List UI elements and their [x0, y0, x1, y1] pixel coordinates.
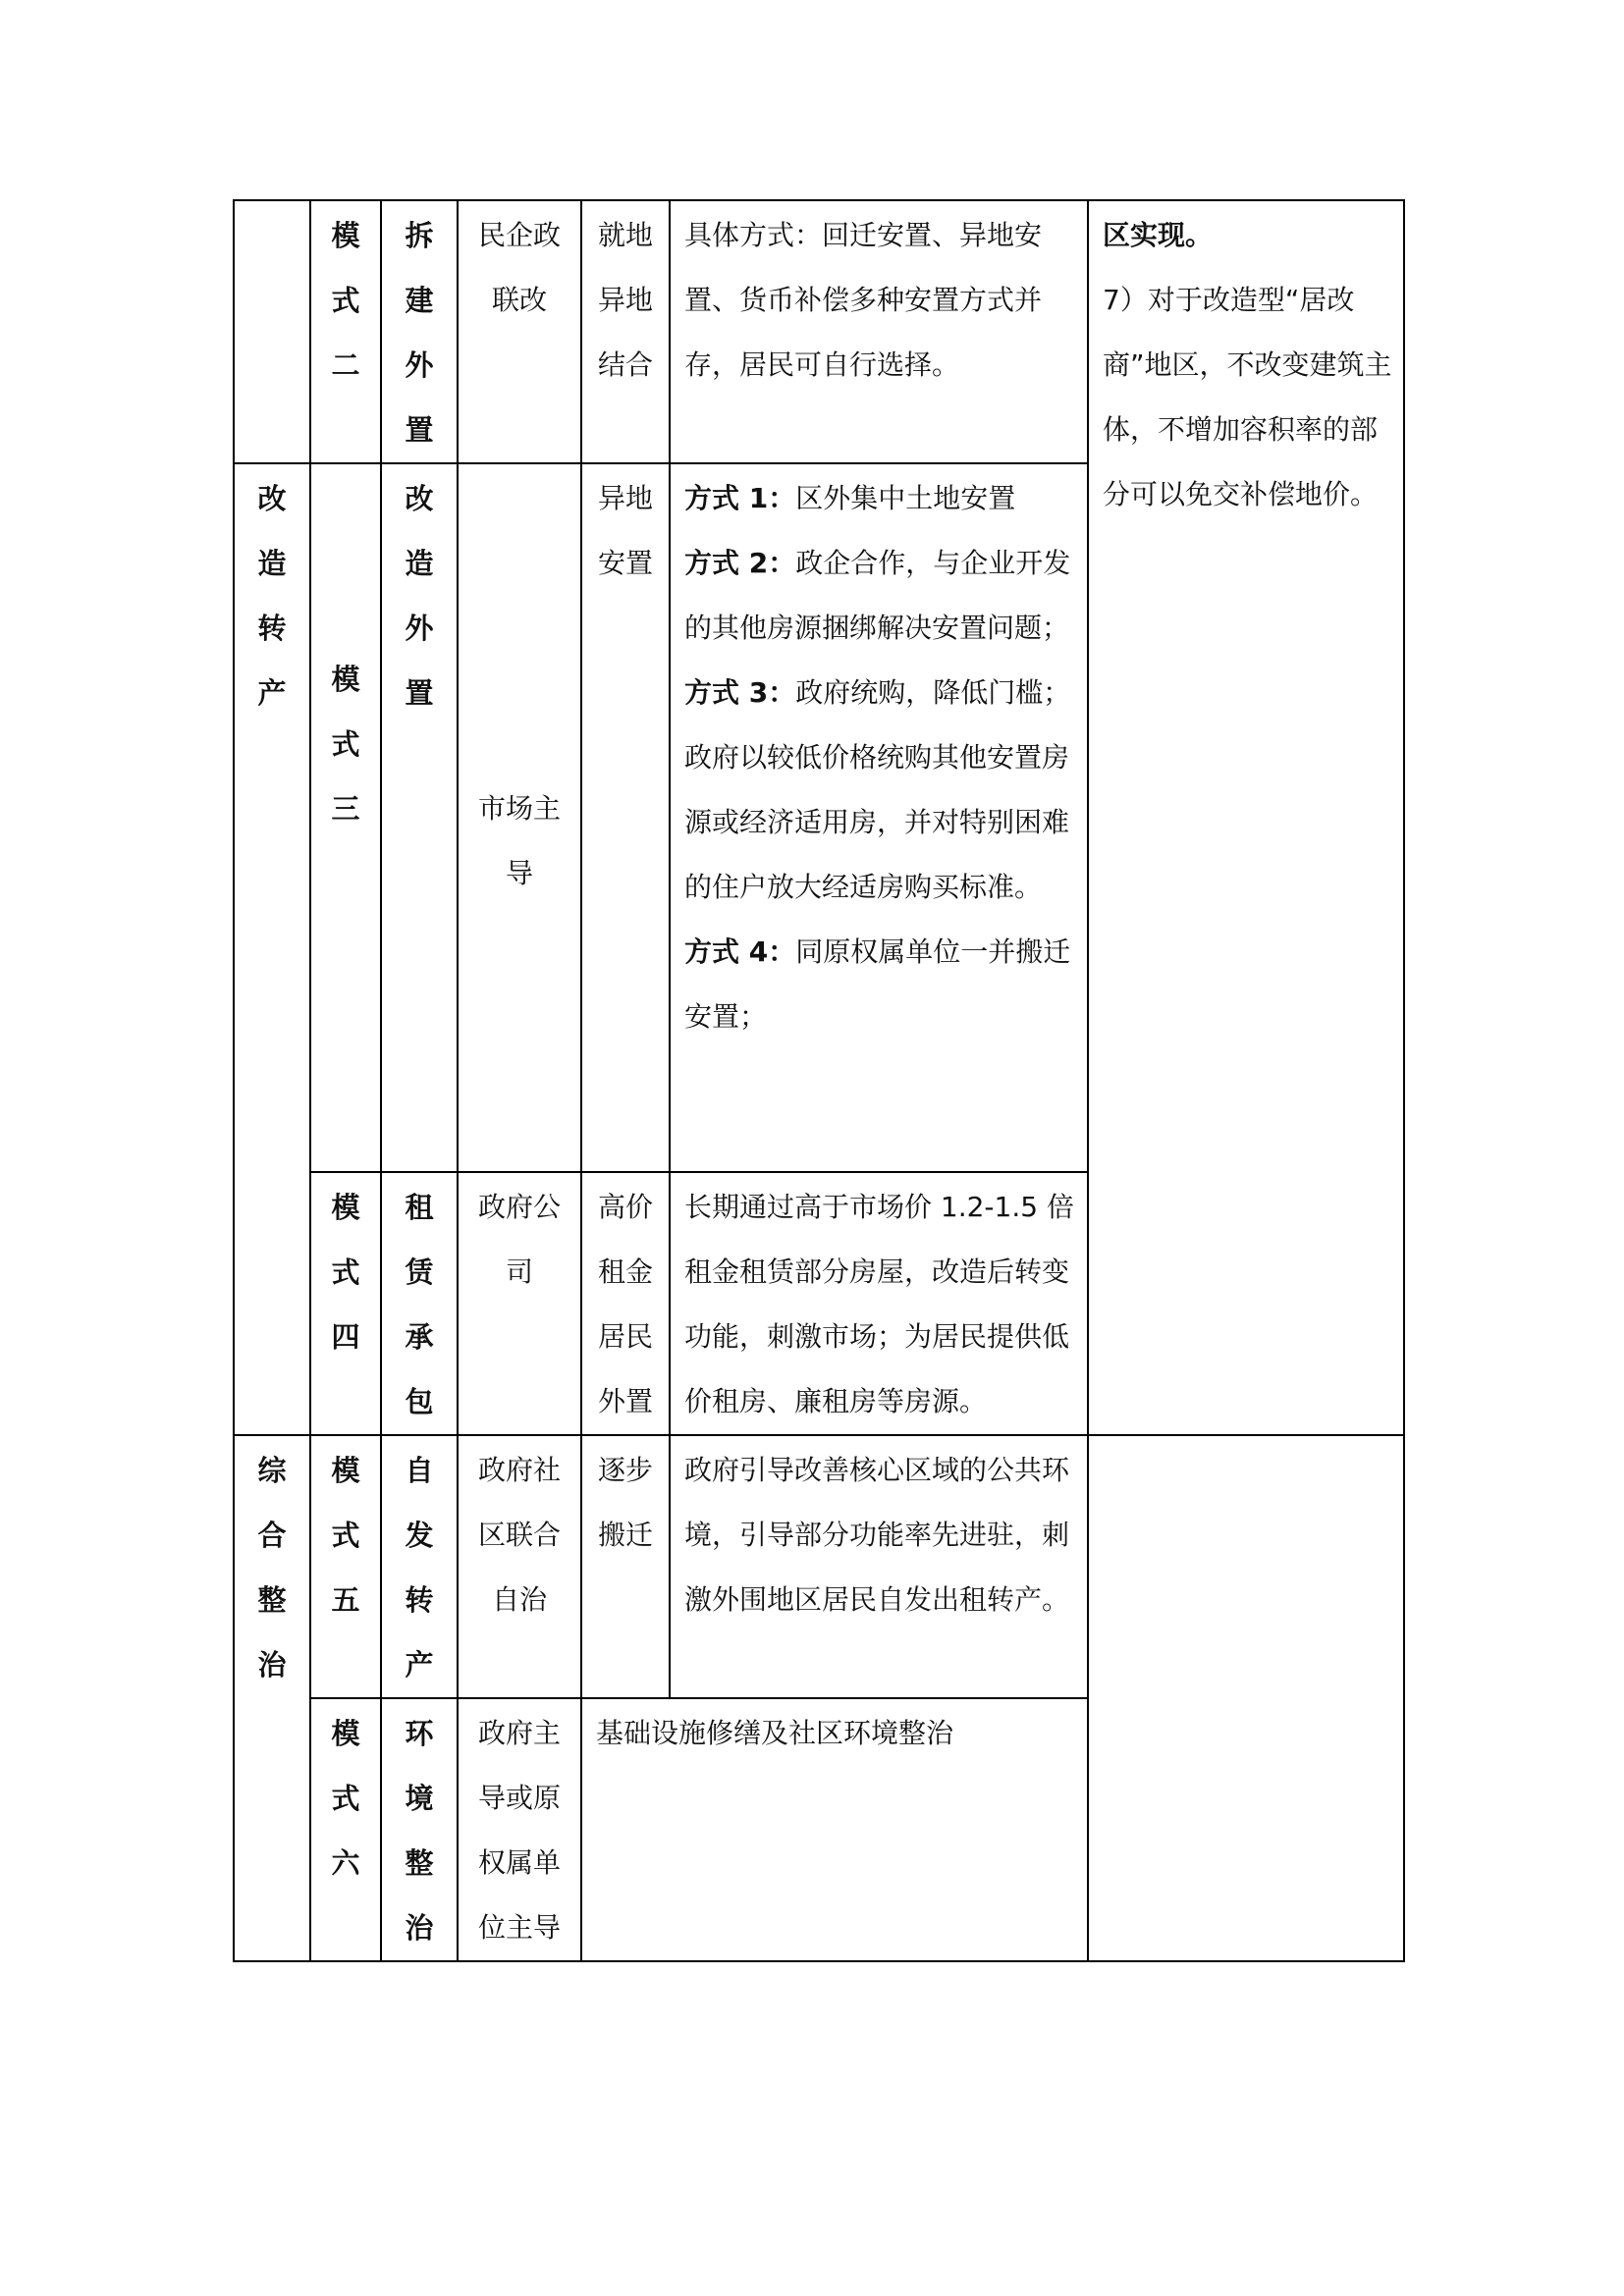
name-cell: [381, 463, 458, 1172]
notes-bold-end: 区实现。: [1103, 219, 1214, 251]
desc-text: 长期通过高于市场价 1.2-1.5 倍租金租赁部分房屋，改造后转变功能，刺激市场；为居民提供低价租房、廉租房等房源。: [684, 1191, 1074, 1417]
subject-text: 市场主导: [477, 792, 561, 889]
method-item-text: 区外集中土地安置: [795, 482, 1016, 514]
subject-cell: [458, 1698, 581, 1961]
subject-text: 政府公司: [477, 1191, 561, 1288]
mode-cell: [310, 1172, 381, 1435]
mode-name: 改造外置: [405, 482, 434, 710]
table-row-mode-2: [234, 200, 1404, 463]
subject-cell: [458, 463, 581, 1172]
name-cell: [381, 1435, 458, 1698]
mode-label: 模式六: [331, 1717, 360, 1880]
method-item-label: 方式 2：: [684, 547, 796, 579]
mode-label: 模式五: [331, 1454, 360, 1617]
notes-cell: [1088, 200, 1404, 1435]
notes-item-7: 7）对于改造型“居改商”地区，不改变建筑主体，不增加容积率的部分可以免交补偿地价。: [1103, 284, 1392, 510]
desc-cell: [670, 463, 1088, 1172]
method-item-2: [671, 531, 1087, 661]
group-cell-renovation: [234, 463, 310, 1435]
name-cell: [381, 200, 458, 463]
desc-text: 政府引导改善核心区域的公共环境，引导部分功能率先进驻，刺激外围地区居民自发出租转产。: [684, 1454, 1070, 1616]
method-cell: [581, 1435, 670, 1698]
desc-cell: [670, 1435, 1088, 1698]
method-text: 异地安置: [597, 482, 653, 579]
renovation-modes-table: [233, 199, 1405, 1962]
group-label: 综合整治: [257, 1454, 287, 1682]
mode-cell: [310, 1698, 381, 1961]
method-text: 高价租金居民外置: [597, 1191, 653, 1417]
notes-cell-empty: [1088, 1435, 1404, 1961]
group-label: 改造转产: [257, 482, 287, 710]
method-cell: [581, 1172, 670, 1435]
method-cell: [581, 463, 670, 1172]
desc-cell: [670, 1172, 1088, 1435]
subject-text: 政府主导或原权属单位主导: [477, 1717, 561, 1944]
group-cell-integrated: [234, 1435, 310, 1961]
desc-text: 具体方式：回迁安置、异地安置、货币补偿多种安置方式并存，居民可自行选择。: [684, 219, 1043, 381]
method-item-label: 方式 1：: [684, 482, 796, 514]
subject-text: 民企政联改: [477, 219, 561, 316]
mode-cell: [310, 1435, 381, 1698]
mode-name: 租赁承包: [405, 1191, 434, 1418]
group-cell-continued: [234, 200, 310, 463]
table-row-mode-5: [234, 1435, 1404, 1698]
subject-cell: [458, 1435, 581, 1698]
method-item-label: 方式 3：: [684, 676, 796, 709]
mode-cell: [310, 463, 381, 1172]
subject-text: 政府社区联合自治: [477, 1454, 561, 1616]
mode-name: 环境整治: [405, 1717, 434, 1945]
method-item-label: 方式 4：: [684, 935, 796, 968]
method-item-text: 政企合作，与企业开发的其他房源捆绑解决安置问题；: [684, 547, 1071, 644]
desc-text: 基础设施修缮及社区环境整治: [596, 1717, 954, 1749]
mode-label: 模式四: [331, 1191, 360, 1354]
method-item-text: 同原权属单位一并搬迁安置；: [684, 935, 1071, 1033]
method-text: 逐步搬迁: [597, 1454, 653, 1551]
mode-label: 模式三: [331, 663, 360, 826]
name-cell: [381, 1172, 458, 1435]
desc-cell: [670, 200, 1088, 463]
mode-label: 模式二: [331, 219, 360, 382]
method-item-4: [671, 920, 1087, 1049]
desc-cell: [581, 1698, 1088, 1961]
method-item-1: [671, 464, 1087, 531]
subject-cell: [458, 200, 581, 463]
name-cell: [381, 1698, 458, 1961]
method-item-text: 政府统购，降低门槛；政府以较低价格统购其他安置房源或经济适用房，并对特别困难的住户放大经适房购买标准。: [684, 676, 1071, 903]
method-text: 就地异地结合: [597, 219, 653, 381]
mode-cell: [310, 200, 381, 463]
method-cell: [581, 200, 670, 463]
method-item-3: [671, 661, 1087, 920]
subject-cell: [458, 1172, 581, 1435]
mode-name: 自发转产: [405, 1454, 434, 1682]
mode-name: 拆建外置: [405, 219, 434, 447]
